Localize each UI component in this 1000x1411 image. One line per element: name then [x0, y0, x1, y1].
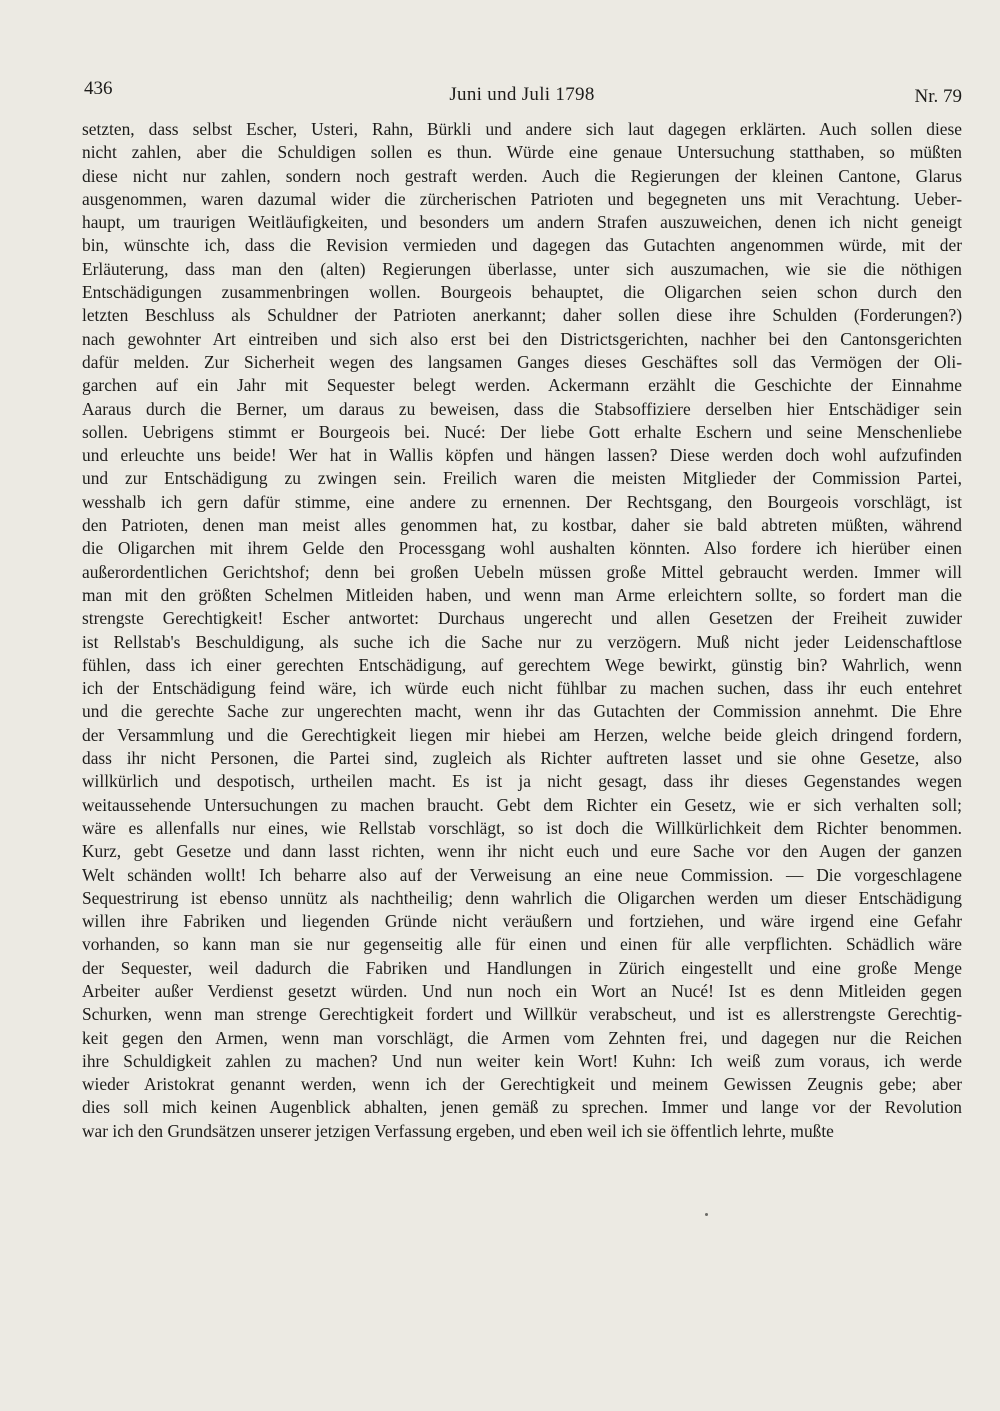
text-line: Arbeiter außer Verdienst gesetzt würden. Und nun noch ein Wort an Nucé! Ist es denn Mitleiden gegen [82, 980, 962, 1001]
page-number: 436 [84, 78, 113, 99]
text-line: dafür melden. Zur Sicherheit wegen des langsamen Ganges dieses Geschäftes soll das Vermögen der Oli- [82, 351, 962, 372]
text-line: Schurken, wenn man strenge Gerechtigkeit fordert und Willkür verabscheut, und ist es allerstrengste Gerechtig- [82, 1004, 962, 1025]
document-number: Nr. 79 [914, 86, 962, 107]
text-line: willen ihre Fabriken und liegenden Gründe nicht veräußern und fortziehen, und wäre irgend eine Gefahr [82, 911, 962, 932]
text-line: Erläuterung, dass man den (alten) Regierungen überlasse, unter sich auszumachen, wie sie die nöthigen [82, 258, 962, 279]
text-line: ausgenommen, waren dazumal wider die zürcherischen Patrioten und begegneten uns mit Verachtung. Ueber- [82, 188, 962, 209]
text-line: die Oligarchen mit ihrem Gelde den Processgang wohl aushalten könnten. Also fordere ich hierüber einen [82, 538, 962, 559]
text-line: ihre Schuldigkeit zahlen zu machen? Und nun weiter kein Wort! Kuhn: Ich weiß zum voraus, ich werde [82, 1050, 962, 1071]
text-line: man mit den größten Schelmen Mitleiden haben, und wenn man Arme erleichtern sollte, so fordert man die [82, 584, 962, 605]
text-line: nach gewohnter Art eintreiben und sich also erst bei den Districtsgerichten, nachher bei den Cantonsgerichten [82, 328, 962, 349]
text-line: außerordentlichen Gerichtshof; denn bei großen Uebeln müssen große Mittel gebraucht werden. Immer will [82, 561, 962, 582]
text-line: war ich den Grundsätzen unserer jetzigen Verfassung ergeben, und eben weil ich sie öffentlich lehrte, mußte [82, 1120, 834, 1141]
text-line: haupt, um traurigen Weitläufigkeiten, und besonders um andern Strafen auszuweichen, denen ich nicht geneigt [82, 212, 962, 233]
text-line: der Versammlung und die Gerechtigkeit liegen mir hiebei am Herzen, welche beide gleich dringend fordern, [82, 724, 962, 745]
text-line: wesshalb ich gern dafür stimme, eine andere zu ernennen. Der Rechtsgang, den Bourgeois vorschlägt, ist [82, 491, 962, 512]
text-line: ich der Entschädigung feind wäre, ich würde euch nicht fühlbar zu machen suchen, dass ihr euch entehret [82, 678, 962, 699]
text-line: Aaraus durch die Berner, um daraus zu beweisen, dass die Stabsoffiziere derselben hier Entschädiger sein [82, 398, 962, 419]
text-line: ist Rellstab's Beschuldigung, als suche ich die Sache nur zu verzögern. Muß nicht jeder Leidenschaftlose [82, 631, 962, 652]
text-line: nicht zahlen, aber die Schuldigen sollen es thun. Würde eine genaue Untersuchung statthaben, so müßten [82, 142, 962, 163]
text-line: strengste Gerechtigkeit! Escher antwortet: Durchaus ungerecht und allen Gesetzen der Freiheit zuwider [82, 608, 962, 629]
text-line: weitaussehende Untersuchungen zu machen braucht. Gebt dem Richter ein Gesetz, wie er sich verhalten soll; [82, 794, 962, 815]
text-line: letzten Beschluss als Schuldner der Patrioten anerkannt; daher sollen diese ihre Schulden (Forderungen?) [82, 305, 962, 326]
running-title: Juni und Juli 1798 [449, 84, 595, 105]
paper-speck [705, 1213, 708, 1216]
text-line: den Patrioten, denen man meist alles genommen hat, zu kostbar, daher sie bald abtreten müßten, während [82, 515, 962, 536]
text-line: setzten, dass selbst Escher, Usteri, Rahn, Bürkli und andere sich laut dagegen erklärten. Auch sollen diese [82, 119, 962, 139]
text-line: willkürlich und despotisch, urtheilen macht. Es ist ja nicht gesagt, dass ihr dieses Gegenstandes wegen [82, 771, 962, 792]
text-line: vorhanden, so kann man sie nur gegenseitig alle für einen und einen für alle verpflichten. Schädlich wäre [82, 934, 962, 955]
text-line: fühlen, dass ich einer gerechten Entschädigung, auf gerechtem Wege bewirkt, günstig bin? Wahrlich, wenn [82, 654, 962, 675]
text-line: Kurz, gebt Gesetze und dann lasst richten, wenn ihr nicht euch und eure Sache vor den Augen der ganzen [82, 841, 962, 862]
text-line: der Sequester, weil dadurch die Fabriken und Handlungen in Zürich eingestellt und eine große Menge [82, 957, 962, 978]
text-line: bin, wünschte ich, dass die Revision vermieden und dagegen das Gutachten angenommen würde, mit der [82, 235, 962, 256]
text-line: wäre es allenfalls nur eines, wie Rellstab vorschlägt, so ist doch die Willkürlichkeit dem Richter benommen. [82, 817, 962, 838]
text-line: dies soll mich keinen Augenblick abhalten, jenen gemäß zu sprechen. Immer und lange vor der Revolution [82, 1097, 962, 1118]
body-text [82, 118, 962, 1143]
text-line: und zur Entschädigung zu zwingen sein. Freilich waren die meisten Mitglieder der Commission Partei, [82, 468, 962, 489]
text-line: Welt schänden wollt! Ich beharre also auf der Verweisung an eine neue Commission. — Die vorgeschlagene [82, 864, 962, 885]
text-line: und die gerechte Sache zur ungerechten macht, wenn ihr das Gutachten der Commission annehmt. Die Ehre [82, 701, 962, 722]
text-line: Sequestrirung ist ebenso unnütz als nachtheilig; denn wahrlich die Oligarchen werden um dieser Entschädigung [82, 887, 962, 908]
page-header [82, 76, 962, 112]
text-line: Entschädigungen zusammenbringen wollen. Bourgeois behauptet, die Oligarchen seien schon durch den [82, 282, 962, 303]
text-line: sollen. Uebrigens stimmt er Bourgeois bei. Nucé: Der liebe Gott erhalte Eschern und seine Menschenliebe [82, 421, 962, 442]
text-line: diese nicht nur zahlen, sondern noch gestraft werden. Auch die Regierungen der kleinen Cantone, Glarus [82, 165, 962, 186]
text-line: garchen auf ein Jahr mit Sequester belegt werden. Ackermann erzählt die Geschichte der Einnahme [82, 375, 962, 396]
text-line: wieder Aristokrat genannt werden, wenn ich der Gerechtigkeit und meinem Gewissen Zeugnis gebe; aber [82, 1074, 962, 1095]
text-line: keit gegen den Armen, wenn man vorschlägt, die Armen vom Zehnten frei, und dagegen nur die Reichen [82, 1027, 962, 1048]
text-line: und erleuchte uns beide! Wer hat in Wallis köpfen und hängen lassen? Diese werden doch wohl aufzufinden [82, 445, 962, 466]
text-line: dass ihr nicht Personen, die Partei sind, zugleich als Richter auftreten lasset und sie ohne Gesetze, also [82, 748, 962, 769]
